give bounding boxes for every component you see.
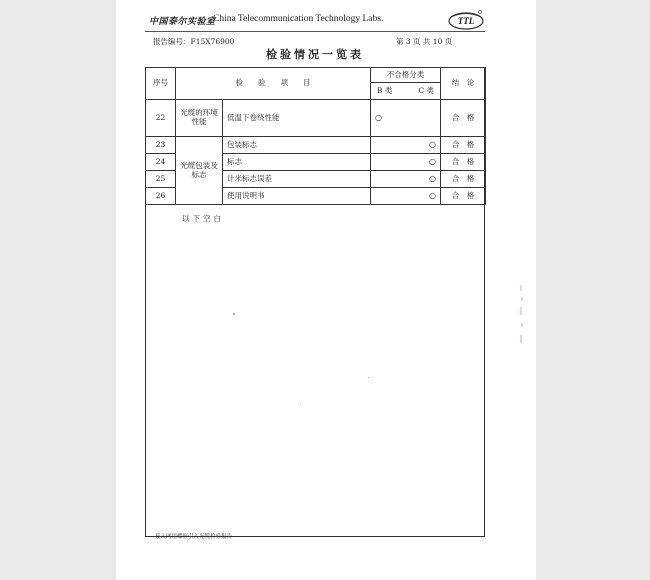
row-item: 标志 [223, 154, 371, 171]
row-result: 合 格 [441, 100, 486, 137]
header-class-c: C 类 [418, 86, 434, 95]
org-name-cn: 中国泰尔实验室 [149, 17, 216, 27]
row-seq: 25 [146, 171, 176, 188]
inspection-table [145, 67, 486, 205]
blank-note: 以下空白 [182, 214, 224, 223]
paper-speck [300, 404, 301, 405]
header-seq: 序号 [146, 68, 176, 100]
row-result: 合 格 [441, 188, 486, 205]
row-group: 光缆的环境性能 [176, 100, 223, 137]
header-item: 检 验 项 目 [176, 68, 371, 100]
header-rule [145, 31, 485, 32]
header-nonconformity [371, 68, 441, 100]
paper-speck [368, 377, 369, 378]
report-number: 报告编号：F15X76900 [153, 37, 235, 46]
row-seq: 22 [146, 100, 176, 137]
header-class-b: B 类 [377, 86, 393, 95]
margin-stamp-marks [519, 285, 525, 345]
row-class-c-mark: ○ [371, 137, 441, 154]
row-item: 计米标志误差 [223, 171, 371, 188]
header-nonconf-label: 不合格分类 [371, 68, 440, 83]
page-title: 检验情况一览表 [266, 48, 364, 61]
row-seq: 23 [146, 137, 176, 154]
row-item: 包装标志 [223, 137, 371, 154]
row-seq: 24 [146, 154, 176, 171]
row-class-c-mark: ○ [371, 154, 441, 171]
table-header-row [146, 68, 486, 100]
page-info: 第 3 页 共 10 页 [396, 37, 453, 46]
row-group: 光缆包装及标志 [176, 137, 223, 205]
row-result: 合 格 [441, 154, 486, 171]
table-row [146, 137, 486, 154]
row-seq: 26 [146, 188, 176, 205]
paper-speck [233, 313, 235, 315]
logo-text: TTL [457, 16, 475, 26]
header-conclusion: 结 论 [441, 68, 486, 100]
row-result: 合 格 [441, 171, 486, 188]
org-name-en: China Telecommunication Technology Labs. [213, 14, 384, 24]
footer-note: 接入网用蝶形引入光缆检验报告 [155, 534, 233, 540]
row-item: 使用说明书 [223, 188, 371, 205]
ttl-logo-icon [447, 8, 485, 32]
row-class-c-mark: ○ [371, 188, 441, 205]
row-class-c-mark: ○ [371, 171, 441, 188]
table-row [146, 100, 486, 137]
row-class-b-mark: ○ [371, 100, 441, 137]
row-item: 低温下卷绕性能 [223, 100, 371, 137]
row-result: 合 格 [441, 137, 486, 154]
